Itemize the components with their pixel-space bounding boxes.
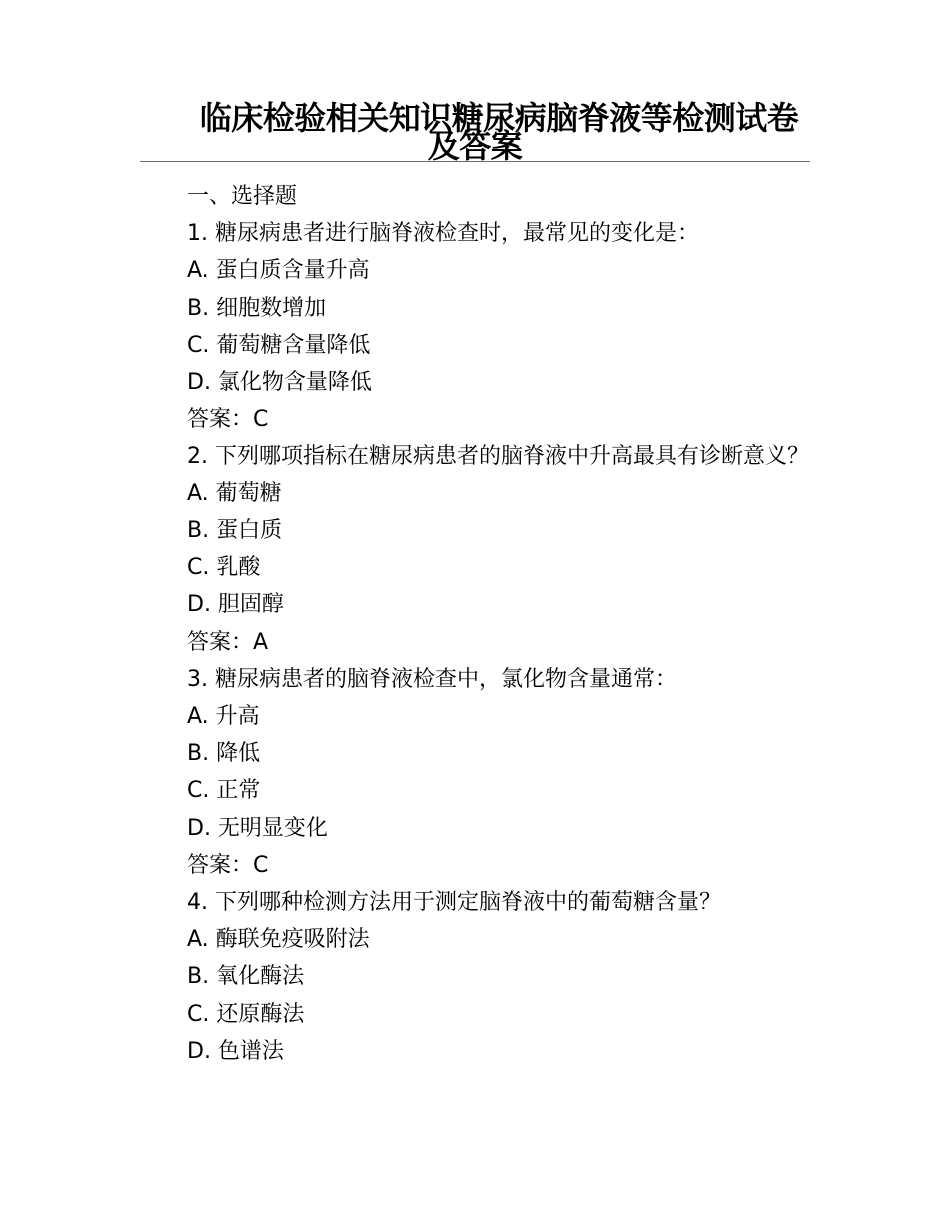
question-3-option-d: D. 无明显变化 xyxy=(187,815,328,841)
question-1: 1. 糖尿病患者进行脑脊液检查时，最常见的变化是： xyxy=(187,221,699,247)
title-underline xyxy=(140,161,810,162)
question-4-option-d: D. 色谱法 xyxy=(187,1038,284,1064)
question-3-option-b: B. 降低 xyxy=(187,741,261,767)
question-3: 3. 糖尿病患者的脑脊液检查中，氯化物含量通常： xyxy=(187,666,677,692)
document-title: 临床检验相关知识糖尿病脑脊液等检测试卷及答案 xyxy=(199,99,799,165)
question-1-answer: 答案：C xyxy=(187,407,269,433)
question-2-option-a: A. 葡萄糖 xyxy=(187,480,282,506)
question-1-option-a: A. 蛋白质含量升高 xyxy=(187,258,370,284)
question-1-option-c: C. 葡萄糖含量降低 xyxy=(187,332,371,358)
question-2-option-c: C. 乳酸 xyxy=(187,555,261,581)
question-3-option-c: C. 正常 xyxy=(187,778,261,804)
question-1-option-d: D. 氯化物含量降低 xyxy=(187,369,372,395)
question-4-option-a: A. 酶联免疫吸附法 xyxy=(187,927,370,953)
question-2-option-b: B. 蛋白质 xyxy=(187,518,283,544)
question-4: 4. 下列哪种检测方法用于测定脑脊液中的葡萄糖含量？ xyxy=(187,889,721,915)
document-body xyxy=(140,178,810,1070)
question-2-option-d: D. 胆固醇 xyxy=(187,592,284,618)
question-3-answer: 答案：C xyxy=(187,852,269,878)
question-1-option-b: B. 细胞数增加 xyxy=(187,295,327,321)
question-4-option-b: B. 氧化酶法 xyxy=(187,964,305,990)
question-3-option-a: A. 升高 xyxy=(187,704,260,730)
question-2-answer: 答案：A xyxy=(187,629,269,655)
section-heading: 一、选择题 xyxy=(187,184,298,209)
question-2: 2. 下列哪项指标在糖尿病患者的脑脊液中升高最具有诊断意义？ xyxy=(187,444,809,470)
question-4-option-c: C. 还原酶法 xyxy=(187,1001,305,1027)
